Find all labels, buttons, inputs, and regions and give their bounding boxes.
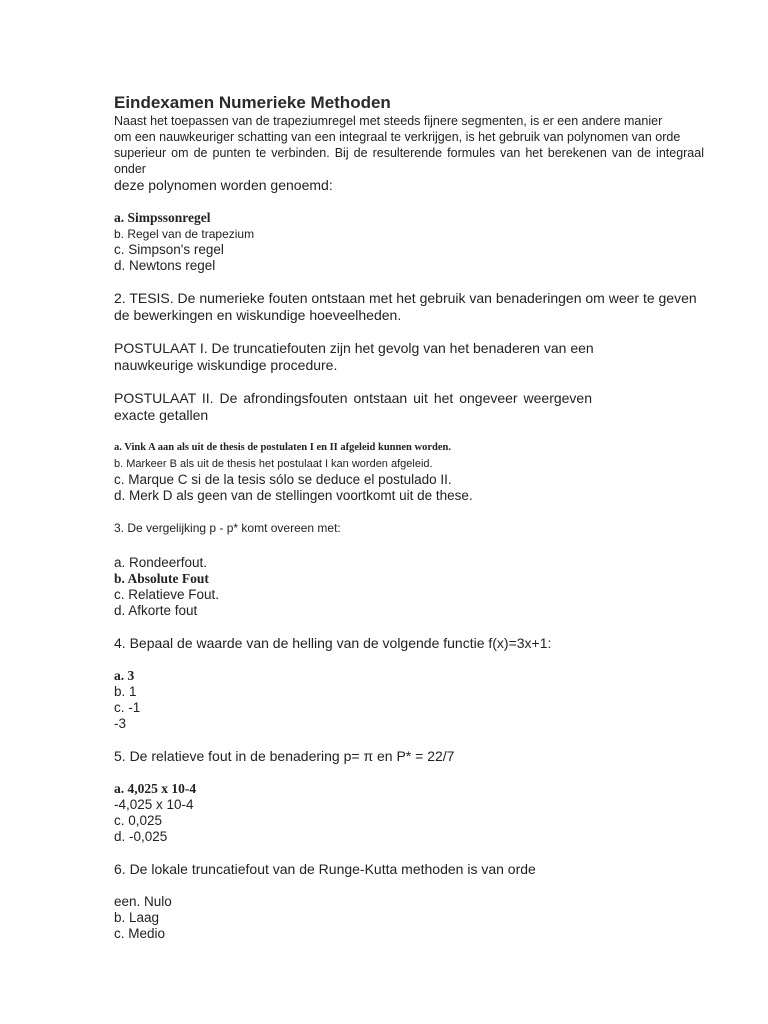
postulate-1-line: nauwkeurige wiskundige procedure. [114, 357, 338, 373]
q3-option-c: c. Relatieve Fout. [114, 587, 220, 602]
q1-option-d: d. Newtons regel [114, 258, 216, 273]
question-3 [114, 520, 704, 537]
question-5 [114, 748, 704, 765]
question-3-options [114, 555, 704, 619]
q5-option-b: -4,025 x 10-4 [114, 797, 194, 812]
intro-last-line: deze polynomen worden genoemd: [114, 177, 333, 193]
q5-question: 5. De relatieve fout in de benadering p= π en P* = 22/7 [114, 748, 455, 764]
q4-option-d: -3 [114, 716, 127, 731]
postulate-1 [114, 340, 704, 374]
question-1-options [114, 210, 704, 274]
q1-option-c: c. Simpson's regel [114, 242, 224, 257]
q1-option-b: b. Regel van de trapezium [114, 227, 255, 241]
q4-option-c: c. -1 [114, 700, 141, 715]
q5-option-d: d. -0,025 [114, 829, 168, 844]
intro-paragraph [114, 113, 704, 194]
q3-option-b: b. Absolute Fout [114, 571, 209, 586]
document-content [114, 93, 704, 942]
intro-line: Naast het toepassen van de trapeziumregel met steeds fijnere segmenten, is er een andere manier [114, 114, 663, 128]
question-2-options [114, 440, 704, 504]
postulate-2-line: exacte getallen [114, 407, 209, 423]
q1-option-a: a. Simpssonregel [114, 210, 211, 225]
q4-option-b: b. 1 [114, 684, 137, 699]
q5-option-c: c. 0,025 [114, 813, 163, 828]
question-6-options [114, 894, 704, 942]
thesis-line: de bewerkingen en wiskundige hoeveelheden. [114, 307, 402, 323]
intro-line: superieur om de punten te verbinden. Bij de resulterende formules van het berekenen van de integraal onder [114, 146, 704, 176]
question-2-thesis [114, 290, 704, 324]
question-5-options [114, 781, 704, 845]
q4-question: 4. Bepaal de waarde van de helling van de volgende functie f(x)=3x+1: [114, 635, 552, 651]
postulate-2-line: POSTULAAT II. De afrondingsfouten ontstaan uit het ongeveer weergeven [114, 390, 592, 406]
q5-option-a: a. 4,025 x 10-4 [114, 781, 197, 796]
q6-option-c: c. Medio [114, 926, 166, 941]
postulate-1-line: POSTULAAT I. De truncatiefouten zijn het gevolg van het benaderen van een [114, 340, 594, 356]
q3-option-a: a. Rondeerfout. [114, 555, 208, 570]
q2-option-a: a. Vink A aan als uit de thesis de postulaten I en II afgeleid kunnen worden. [114, 442, 451, 453]
q6-option-a: een. Nulo [114, 894, 172, 909]
postulate-2 [114, 390, 592, 424]
thesis-line: 2. TESIS. De numerieke fouten ontstaan met het gebruik van benaderingen om weer te geven [114, 290, 697, 306]
q6-question: 6. De lokale truncatiefout van de Runge-Kutta methoden is van orde [114, 861, 536, 877]
q3-question: 3. De vergelijking p - p* komt overeen met: [114, 521, 341, 535]
question-4 [114, 635, 704, 652]
question-6 [114, 861, 704, 878]
document-title: Eindexamen Numerieke Methoden [114, 93, 391, 112]
q2-option-d: d. Merk D als geen van de stellingen voortkomt uit de these. [114, 488, 473, 503]
question-4-options [114, 668, 704, 732]
q6-option-b: b. Laag [114, 910, 160, 925]
intro-line: om een nauwkeuriger schatting van een integraal te verkrijgen, is het gebruik van polynomen van orde [114, 130, 681, 144]
q3-option-d: d. Afkorte fout [114, 603, 198, 618]
q4-option-a: a. 3 [114, 668, 135, 683]
q2-option-b: b. Markeer B als uit de thesis het postulaat I kan worden afgeleid. [114, 458, 433, 470]
q2-option-c: c. Marque C si de la tesis sólo se deduce el postulado II. [114, 472, 452, 487]
